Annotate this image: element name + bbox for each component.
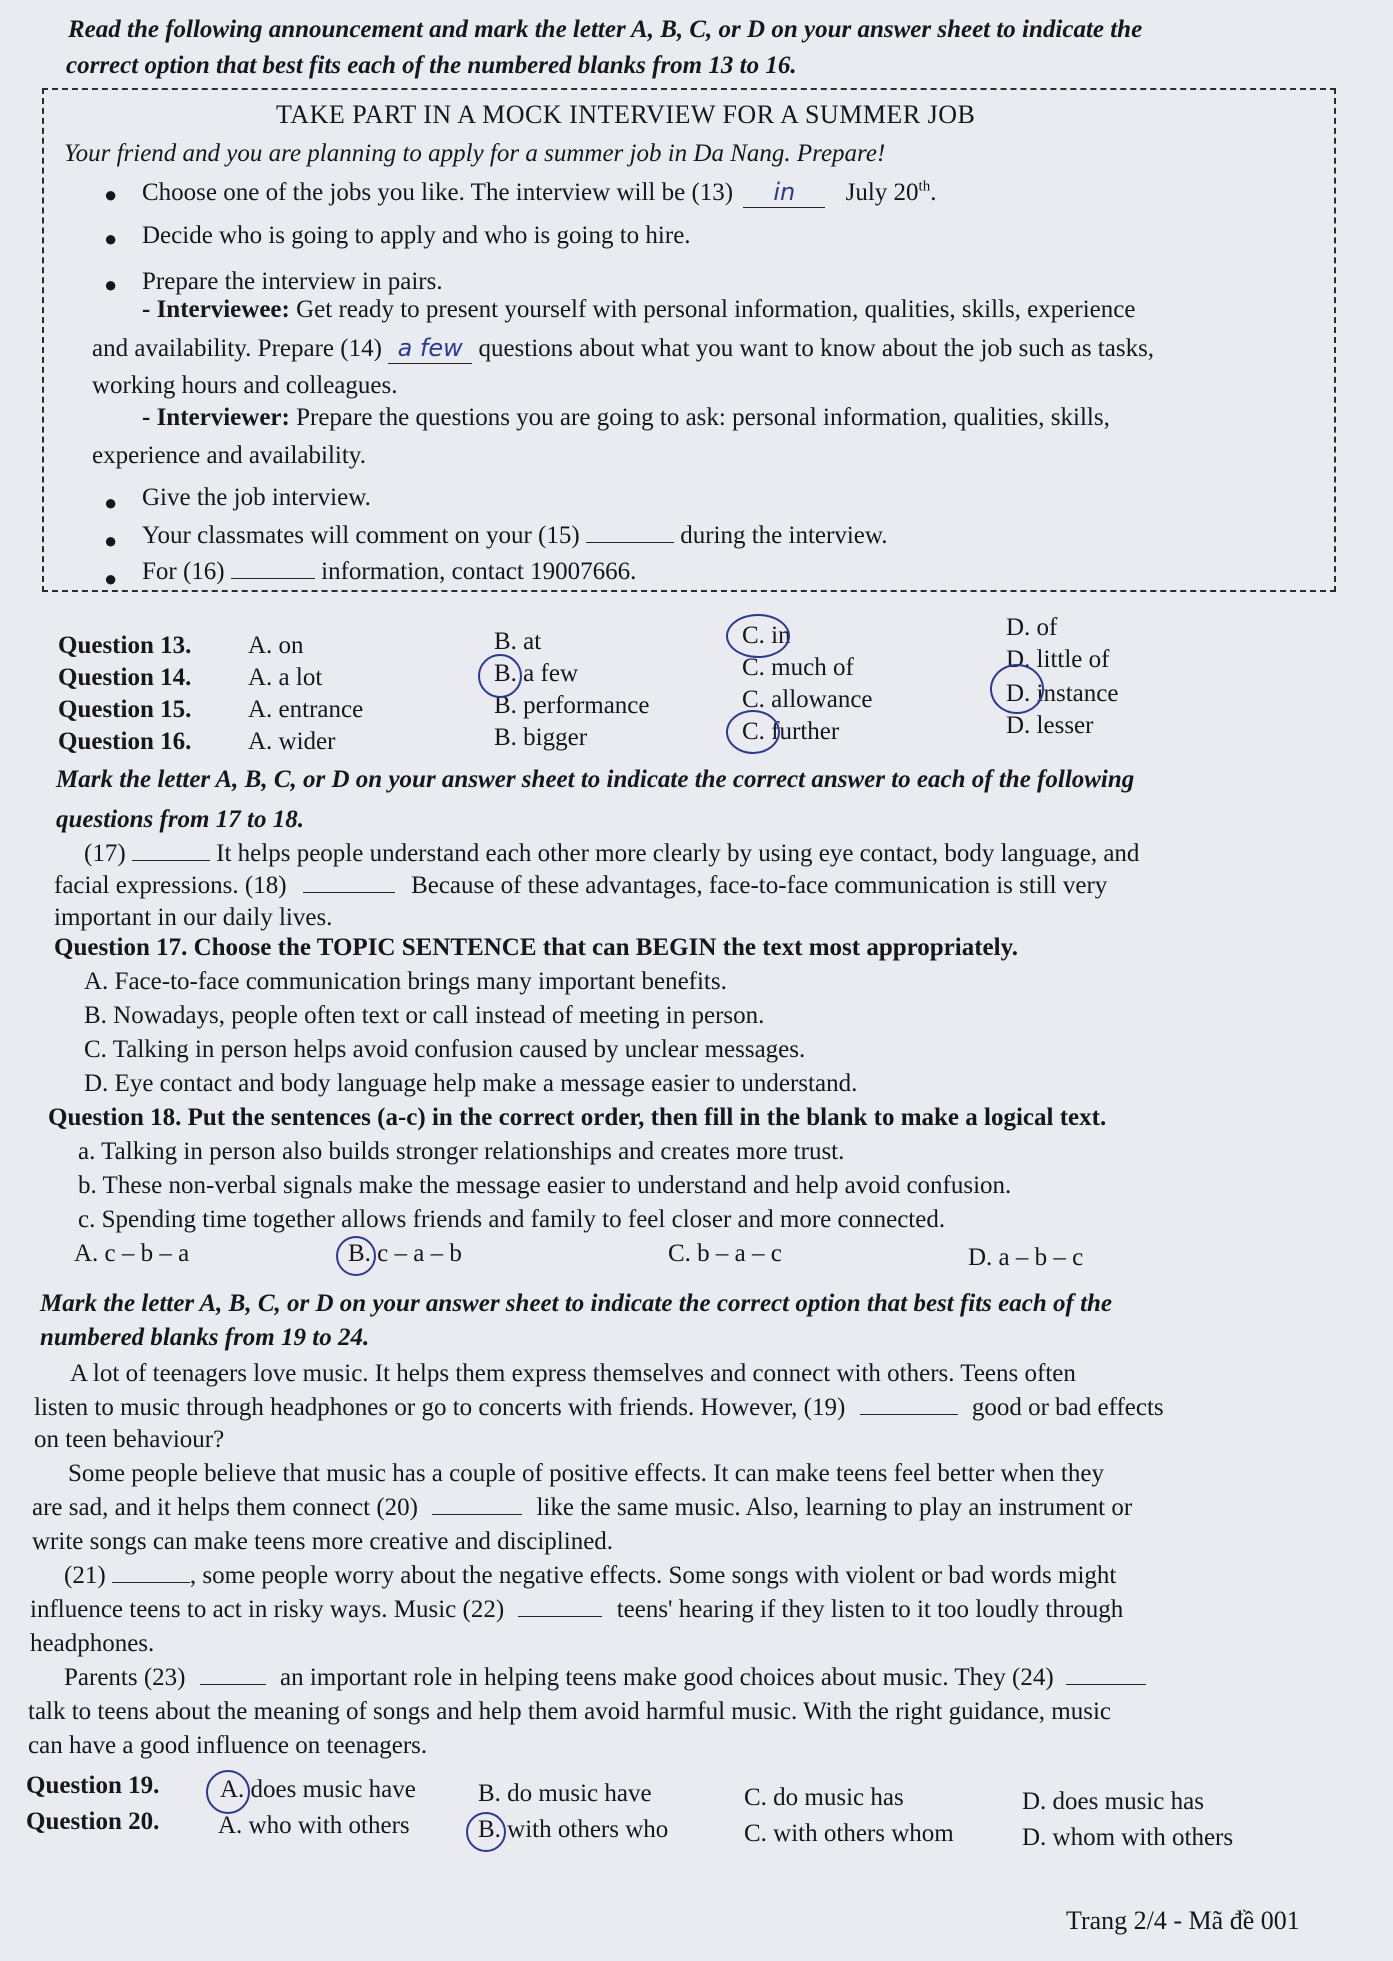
q16-option-d[interactable]: D. lesser: [1006, 712, 1094, 739]
blank-19-text: listen to music through headphones or go to concerts with friends. However, (19): [34, 1394, 846, 1421]
question-13-label: Question 13.: [58, 632, 192, 659]
answer-circle-q20: [466, 1812, 506, 1852]
blank-17-text: (17): [84, 840, 126, 867]
q16-option-b[interactable]: B. bigger: [494, 724, 588, 751]
q18-option-d[interactable]: D. a – b – c: [968, 1244, 1084, 1271]
interviewee-text: Get ready to present yourself with personal information, qualities, skills, experience: [296, 296, 1136, 323]
interviewee-line1: [142, 296, 1135, 324]
q18-option-c[interactable]: C. b – a – c: [668, 1240, 782, 1267]
blank-14-text: and availability. Prepare (14): [92, 335, 382, 362]
blank-19: [860, 1414, 958, 1415]
blank-21-text: (21): [64, 1562, 106, 1589]
q14-option-d[interactable]: D. little of: [1006, 646, 1110, 673]
music-p2-line3: write songs can make teens more creative and disciplined.: [32, 1528, 614, 1555]
q18-option-a[interactable]: A. c – b – a: [74, 1240, 190, 1267]
blank-22: [518, 1616, 602, 1617]
q14-option-c[interactable]: C. much of: [742, 654, 854, 681]
blank-21: [112, 1582, 190, 1583]
blank-23: [200, 1684, 266, 1685]
bullet-icon: ●: [104, 226, 118, 251]
music-p3-text: , some people worry about the negative effects. Some songs with violent or bad words might: [189, 1562, 1117, 1589]
bullet-give-interview: Give the job interview.: [142, 484, 371, 511]
q20-option-a[interactable]: A. who with others: [218, 1812, 410, 1839]
question-17-stem: Question 17. Choose the TOPIC SENTENCE that can BEGIN the text most appropriately.: [54, 934, 1018, 961]
q15-option-a[interactable]: A. entrance: [248, 696, 364, 723]
section3-instruction-line1: Mark the letter A, B, C, or D on your answer sheet to indicate the correct option that best fits each of the: [40, 1290, 1113, 1317]
q20-option-d[interactable]: D. whom with others: [1022, 1824, 1234, 1851]
blank-13: [743, 178, 825, 208]
bullet-information: [142, 558, 636, 586]
music-p1-line2: [34, 1394, 1164, 1422]
bullet-icon: ●: [104, 272, 118, 297]
q20-option-b[interactable]: B. with others who: [478, 1816, 669, 1843]
blank-16-text-cont: information, contact 19007666.: [321, 558, 637, 585]
q19-option-d[interactable]: D. does music has: [1022, 1788, 1204, 1815]
q16-option-c[interactable]: C. further: [742, 718, 840, 745]
blank-15-text-cont: during the interview.: [680, 522, 888, 549]
music-p1-line1: A lot of teenagers love music. It helps them express themselves and connect with others. Teens often: [70, 1360, 1076, 1387]
handwritten-answer-14: a few: [397, 334, 463, 362]
blank-15-text: Your classmates will comment on your (15): [142, 522, 580, 549]
q13-option-c[interactable]: C. in: [742, 622, 791, 649]
q14-option-b[interactable]: B. a few: [494, 660, 578, 687]
blank-14: [388, 334, 472, 364]
bullet-icon: ●: [104, 490, 118, 515]
answer-circle-q13: [726, 614, 790, 658]
blank-18-text: facial expressions. (18): [54, 872, 287, 899]
blank-22-text: influence teens to act in risky ways. Music (22): [30, 1596, 505, 1623]
blank-19-text-cont: good or bad effects: [971, 1394, 1164, 1421]
blank-22-text-cont: teens' hearing if they listen to it too loudly through: [616, 1596, 1124, 1623]
q18-sentence-a: a. Talking in person also builds stronger relationships and creates more trust.: [78, 1138, 845, 1165]
interviewee-line2: [92, 334, 1154, 364]
blank-24: [1066, 1684, 1146, 1685]
music-p3-line1: [64, 1562, 1116, 1590]
interviewee-line3: working hours and colleagues.: [92, 372, 398, 399]
q17-option-b[interactable]: B. Nowadays, people often text or call instead of meeting in person.: [84, 1002, 765, 1029]
question-20-label: Question 20.: [26, 1808, 160, 1835]
music-p2-line2: [32, 1494, 1132, 1522]
music-p2-line1: Some people believe that music has a couple of positive effects. It can make teens feel better when they: [68, 1460, 1104, 1487]
interviewer-label: - Interviewer:: [142, 404, 290, 431]
q13-option-d[interactable]: D. of: [1006, 614, 1058, 641]
q15-option-c[interactable]: C. allowance: [742, 686, 873, 713]
blank-16-text: For (16): [142, 558, 225, 585]
answer-circle-q16: [726, 710, 780, 754]
music-p4-line3: can have a good influence on teenagers.: [28, 1732, 428, 1759]
blank-20-text: are sad, and it helps them connect (20): [32, 1494, 418, 1521]
question-15-label: Question 15.: [58, 696, 192, 723]
q15-option-d[interactable]: D. instance: [1006, 680, 1119, 707]
q18-sentence-b: b. These non-verbal signals make the message easier to understand and help avoid confusion.: [78, 1172, 1012, 1199]
interviewee-text-cont: questions about what you want to know about the job such as tasks,: [478, 335, 1155, 362]
q19-option-a[interactable]: A. does music have: [220, 1776, 416, 1803]
q14-option-a[interactable]: A. a lot: [248, 664, 323, 691]
blank-16: [231, 578, 315, 579]
section3-instruction-line2: numbered blanks from 19 to 24.: [40, 1324, 370, 1351]
bullet-icon: ●: [104, 528, 118, 553]
interviewer-text: Prepare the questions you are going to ask: personal information, qualities, skills,: [296, 404, 1110, 431]
blank-23-text: Parents (23): [64, 1664, 186, 1691]
answer-circle-q19: [206, 1770, 250, 1814]
q17-option-a[interactable]: A. Face-to-face communication brings many important benefits.: [84, 968, 727, 995]
question-16-label: Question 16.: [58, 728, 192, 755]
music-p4-line2: talk to teens about the meaning of songs and help them avoid harmful music. With the right guidance, music: [28, 1698, 1112, 1725]
passage-text-cont: Because of these advantages, face-to-face communication is still very: [411, 872, 1108, 899]
q18-sentence-c: c. Spending time together allows friends and family to feel closer and more connected.: [78, 1206, 946, 1233]
q19-option-c[interactable]: C. do music has: [744, 1784, 904, 1811]
section2-instruction-line1: Mark the letter A, B, C, or D on your answer sheet to indicate the correct answer to each of the following: [56, 766, 1135, 793]
bullet-classmates: [142, 522, 888, 550]
page-footer: Trang 2/4 - Mã đề 001: [1066, 1906, 1300, 1935]
q17-option-c[interactable]: C. Talking in person helps avoid confusion caused by unclear messages.: [84, 1036, 806, 1063]
blank-20: [432, 1514, 522, 1515]
passage-text: It helps people understand each other more clearly by using eye contact, body language, and: [216, 840, 1140, 867]
question-18-stem: Question 18. Put the sentences (a-c) in the correct order, then fill in the blank to make a logical text.: [48, 1104, 1107, 1131]
bullet-prepare: Prepare the interview in pairs.: [142, 268, 443, 295]
section1-instruction-line1: Read the following announcement and mark the letter A, B, C, or D on your answer sheet to indicate the: [68, 16, 1143, 43]
q13-option-b[interactable]: B. at: [494, 628, 542, 655]
interviewer-line2: experience and availability.: [92, 442, 366, 469]
music-p3-line2: [30, 1596, 1123, 1624]
bullet-choose-job: Choose one of the jobs you like. The interview will be (13) in July 20th.: [142, 178, 937, 206]
q20-option-c[interactable]: C. with others whom: [744, 1820, 954, 1847]
bullet-icon: ●: [104, 566, 118, 591]
bullet-decide: Decide who is going to apply and who is going to hire.: [142, 222, 691, 249]
blank-20-text-cont: like the same music. Also, learning to play an instrument or: [536, 1494, 1133, 1521]
music-p3-line3: headphones.: [30, 1630, 155, 1657]
blank-23-text-cont: an important role in helping teens make good choices about music. They (24): [280, 1664, 1054, 1691]
bullet-icon: ●: [104, 182, 118, 207]
music-p1-line3: on teen behaviour?: [34, 1426, 225, 1453]
passage-line2: [54, 872, 1107, 900]
q15-option-b[interactable]: B. performance: [494, 692, 650, 719]
question-14-label: Question 14.: [58, 664, 192, 691]
passage-line1: [84, 840, 1139, 868]
blank-15: [586, 542, 674, 543]
q17-option-d[interactable]: D. Eye contact and body language help make a message easier to understand.: [84, 1070, 858, 1097]
q19-option-b[interactable]: B. do music have: [478, 1780, 652, 1807]
section1-instruction-line2: correct option that best fits each of the numbered blanks from 13 to 16.: [66, 52, 797, 79]
passage-line3: important in our daily lives.: [54, 904, 333, 931]
date-text: July 20: [845, 179, 919, 206]
interviewee-label: - Interviewee:: [142, 296, 290, 323]
q18-option-b[interactable]: B. c – a – b: [348, 1240, 462, 1267]
music-p4-line1: [64, 1664, 1146, 1692]
announcement-intro: Your friend and you are planning to apply for a summer job in Da Nang. Prepare!: [64, 140, 886, 167]
answer-circle-q18: [336, 1236, 376, 1276]
q13-option-a[interactable]: A. on: [248, 632, 304, 659]
section2-instruction-line2: questions from 17 to 18.: [56, 806, 304, 833]
interviewer-line1: [142, 404, 1110, 432]
answer-circle-q14: [478, 654, 522, 698]
blank-18: [303, 892, 395, 893]
announcement-title: TAKE PART IN A MOCK INTERVIEW FOR A SUMMER JOB: [276, 100, 976, 129]
blank-17: [132, 860, 210, 861]
handwritten-answer-13: in: [773, 178, 796, 206]
answer-circle-q15: [990, 664, 1044, 714]
date-superscript: th: [918, 178, 931, 195]
question-19-label: Question 19.: [26, 1772, 160, 1799]
q16-option-a[interactable]: A. wider: [248, 728, 336, 755]
blank-13-text: Choose one of the jobs you like. The interview will be (13): [142, 179, 734, 206]
